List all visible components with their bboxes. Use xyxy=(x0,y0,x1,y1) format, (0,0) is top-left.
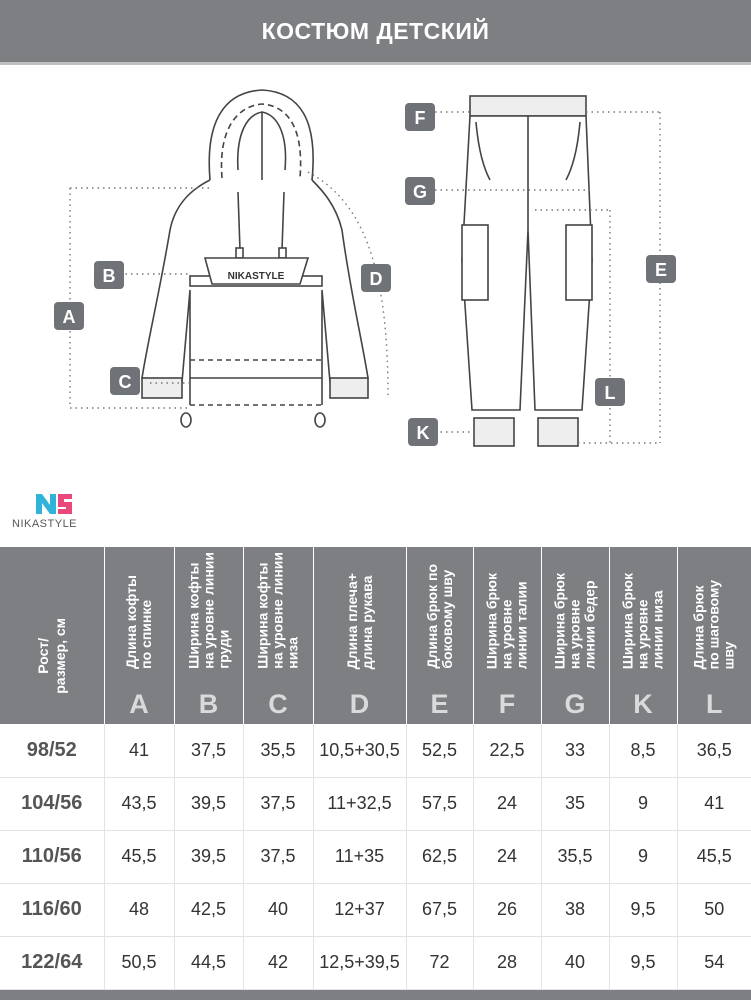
value-cell: 37,5 xyxy=(243,830,313,883)
marker-b: B xyxy=(102,266,116,286)
value-cell: 45,5 xyxy=(104,830,174,883)
brand-logo xyxy=(14,492,96,538)
value-cell: 12+37 xyxy=(313,883,406,936)
page-title xyxy=(0,0,751,62)
size-chart-table xyxy=(0,547,751,990)
value-cell: 50 xyxy=(677,883,751,936)
value-cell: 57,5 xyxy=(406,777,473,830)
table-row xyxy=(0,724,751,777)
header-col-l: Длина брюк по шаговому шву L xyxy=(677,547,751,724)
marker-l: L xyxy=(604,383,616,403)
value-cell: 37,5 xyxy=(174,724,243,777)
value-cell: 24 xyxy=(473,777,541,830)
header-col-k: Ширина брюк на уровне линии низа K xyxy=(609,547,677,724)
header-col-f: Ширина брюк на уровне линии талии F xyxy=(473,547,541,724)
value-cell: 10,5+30,5 xyxy=(313,724,406,777)
header-col-g: Ширина брюк на уровне линии бедер G xyxy=(541,547,609,724)
value-cell: 39,5 xyxy=(174,830,243,883)
garment-illustration xyxy=(0,66,751,486)
value-cell: 42,5 xyxy=(174,883,243,936)
marker-k: K xyxy=(416,423,430,443)
value-cell: 24 xyxy=(473,830,541,883)
value-cell: 35,5 xyxy=(541,830,609,883)
value-cell: 33 xyxy=(541,724,609,777)
value-cell: 41 xyxy=(677,777,751,830)
size-cell: 116/60 xyxy=(0,883,104,936)
value-cell: 36,5 xyxy=(677,724,751,777)
header-col-e: Длина брюк по боковому шву E xyxy=(406,547,473,724)
header-col-c: Ширина кофты на уровне линии низа C xyxy=(243,547,313,724)
value-cell: 40 xyxy=(243,883,313,936)
marker-f: F xyxy=(414,108,426,128)
value-cell: 26 xyxy=(473,883,541,936)
value-cell: 35 xyxy=(541,777,609,830)
value-cell: 8,5 xyxy=(609,724,677,777)
header-size: Рост/ размер, см xyxy=(0,547,104,724)
value-cell: 42 xyxy=(243,936,313,989)
value-cell: 9 xyxy=(609,777,677,830)
table-header-row xyxy=(0,547,751,724)
marker-e: E xyxy=(654,260,668,280)
hoodie-print: NIKASTYLE xyxy=(227,271,285,282)
pants-drawing xyxy=(462,96,592,446)
table-row xyxy=(0,777,751,830)
table-row xyxy=(0,883,751,936)
size-cell: 110/56 xyxy=(0,830,104,883)
value-cell: 48 xyxy=(104,883,174,936)
value-cell: 45,5 xyxy=(677,830,751,883)
value-cell: 38 xyxy=(541,883,609,936)
size-cell: 122/64 xyxy=(0,936,104,989)
header-col-a: Длина кофты по спинке A xyxy=(104,547,174,724)
value-cell: 11+35 xyxy=(313,830,406,883)
value-cell: 22,5 xyxy=(473,724,541,777)
hoodie-drawing xyxy=(142,90,368,427)
value-cell: 72 xyxy=(406,936,473,989)
value-cell: 11+32,5 xyxy=(313,777,406,830)
marker-g: G xyxy=(412,182,428,202)
header-col-d: Длина плеча+ длина рукава D xyxy=(313,547,406,724)
value-cell: 28 xyxy=(473,936,541,989)
table-row xyxy=(0,830,751,883)
brand-wordmark: NIKASTYLE xyxy=(12,518,78,530)
value-cell: 9 xyxy=(609,830,677,883)
footer-bar xyxy=(0,990,751,1000)
value-cell: 41 xyxy=(104,724,174,777)
value-cell: 54 xyxy=(677,936,751,989)
value-cell: 39,5 xyxy=(174,777,243,830)
marker-c: C xyxy=(118,372,132,392)
value-cell: 40 xyxy=(541,936,609,989)
value-cell: 62,5 xyxy=(406,830,473,883)
header-col-b: Ширина кофты на уровне линии груди B xyxy=(174,547,243,724)
value-cell: 52,5 xyxy=(406,724,473,777)
value-cell: 9,5 xyxy=(609,883,677,936)
size-cell: 98/52 xyxy=(0,724,104,777)
title-divider xyxy=(0,62,751,65)
size-cell: 104/56 xyxy=(0,777,104,830)
value-cell: 12,5+39,5 xyxy=(313,936,406,989)
value-cell: 67,5 xyxy=(406,883,473,936)
value-cell: 35,5 xyxy=(243,724,313,777)
marker-d: D xyxy=(369,269,383,289)
title-text: КОСТЮМ ДЕТСКИЙ xyxy=(261,17,490,44)
value-cell: 37,5 xyxy=(243,777,313,830)
value-cell: 9,5 xyxy=(609,936,677,989)
value-cell: 44,5 xyxy=(174,936,243,989)
marker-a: A xyxy=(62,307,76,327)
value-cell: 50,5 xyxy=(104,936,174,989)
table-row xyxy=(0,936,751,989)
value-cell: 43,5 xyxy=(104,777,174,830)
